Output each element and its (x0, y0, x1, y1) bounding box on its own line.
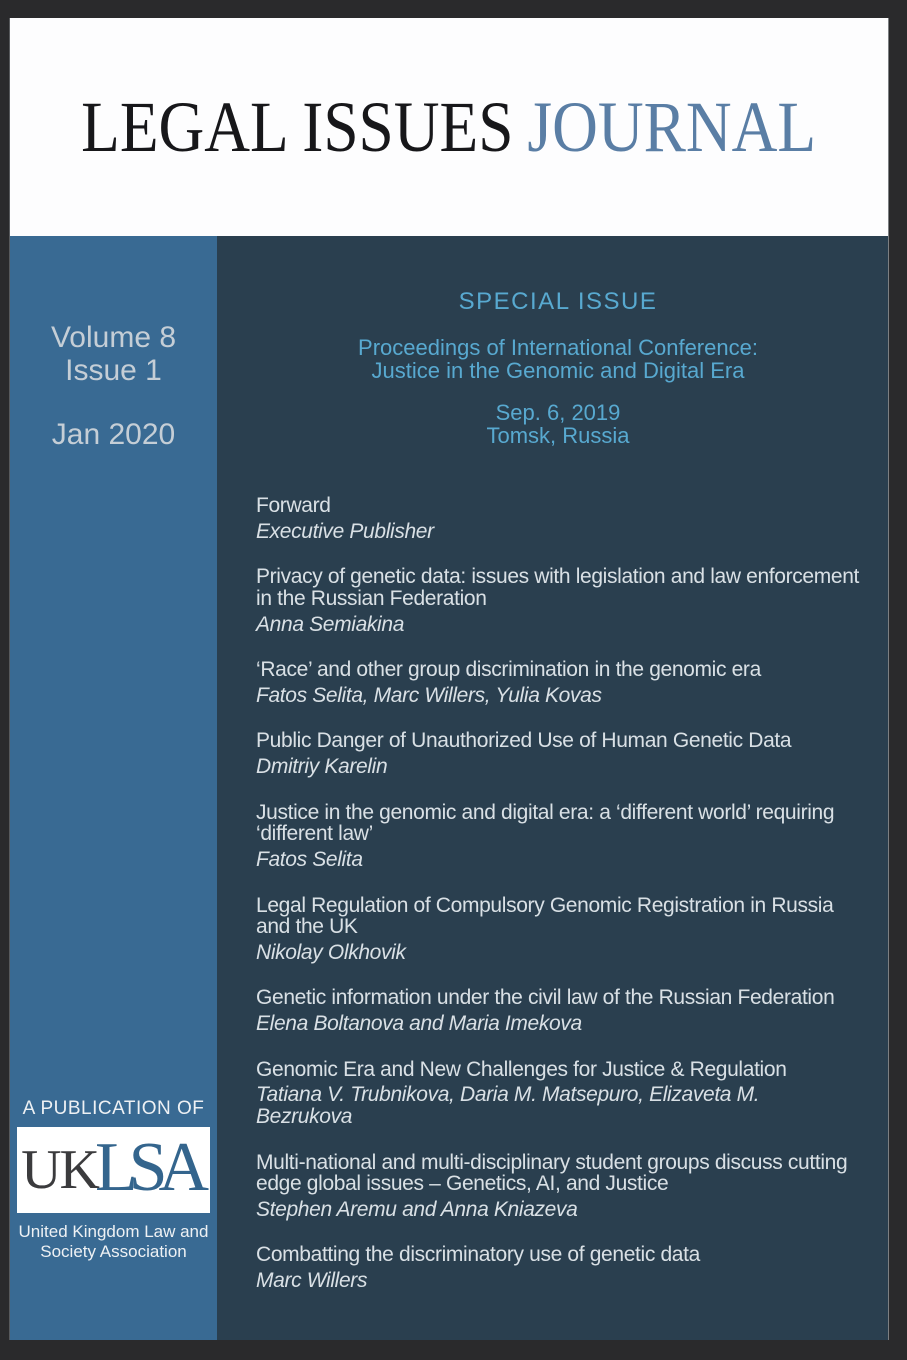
article-authors: Anna Semiakina (256, 612, 405, 636)
association-name (19, 1222, 209, 1262)
sidebar (10, 236, 217, 1340)
association-name-line2: Society Association (40, 1242, 187, 1261)
article-title: Multi-national and multi-disciplinary student groups discuss cutting edge global issues – Genetics, AI, and Justice (256, 1150, 848, 1196)
article-authors: Tatiana V. Trubnikova, Daria M. Matsepuro, Elizaveta M. Bezrukova (256, 1083, 760, 1128)
article-title: Combatting the discriminatory use of genetic data (256, 1243, 700, 1267)
association-name-line1: United Kingdom Law and (18, 1222, 209, 1241)
journal-title-journal: JOURNAL (527, 86, 817, 167)
article-title: Legal Regulation of Compulsory Genomic Registration in Russia and the UK (256, 893, 834, 939)
article-authors: Fatos Selita, Marc Willers, Yulia Kovas (256, 683, 602, 707)
toc-item (256, 659, 860, 706)
issue-date: Jan 2020 (51, 418, 176, 451)
volume-issue-block (51, 321, 176, 387)
table-of-contents (256, 495, 860, 1292)
toc-item (256, 802, 860, 871)
conference-title (256, 336, 860, 382)
toc-item (256, 1244, 860, 1291)
uklsa-logo-uk: UK (21, 1139, 98, 1201)
contents-panel (217, 236, 888, 1340)
article-title: Public Danger of Unauthorized Use of Human Genetic Data (256, 729, 792, 753)
conference-date: Sep. 6, 2019 (495, 400, 621, 425)
article-title: Genomic Era and New Challenges for Justice & Regulation (256, 1057, 787, 1081)
conference-date-block (256, 401, 860, 447)
article-authors: Nikolay Olkhovik (256, 940, 406, 964)
conference-location: Tomsk, Russia (486, 423, 630, 448)
conference-title-line1: Proceedings of International Conference: (358, 335, 758, 360)
volume-label: Volume 8 (50, 321, 177, 354)
issue-label: Issue 1 (65, 354, 162, 387)
publication-of-label: A PUBLICATION OF (22, 1098, 205, 1119)
special-issue-label: SPECIAL ISSUE (458, 288, 658, 315)
article-authors: Dmitriy Karelin (256, 755, 388, 778)
journal-cover (10, 18, 888, 1340)
publisher-block (10, 1098, 217, 1340)
toc-item (256, 730, 860, 777)
cover-body (10, 236, 888, 1340)
journal-title (82, 86, 817, 169)
toc-item (256, 1059, 860, 1128)
article-authors: Marc Willers (256, 1269, 368, 1292)
article-title: Justice in the genomic and digital era: a ‘different world’ requiring ‘different law’ (256, 800, 835, 846)
toc-item (256, 495, 860, 542)
article-title: Forward (256, 494, 331, 517)
special-issue-block (256, 288, 860, 447)
toc-item (256, 987, 860, 1034)
article-authors: Executive Publisher (256, 519, 434, 543)
article-authors: Fatos Selita (256, 847, 363, 871)
masthead-band (10, 18, 888, 236)
article-authors: Elena Boltanova and Maria Imekova (256, 1012, 582, 1035)
toc-item (256, 895, 860, 964)
article-authors: Stephen Aremu and Anna Kniazeva (256, 1197, 578, 1221)
article-title: Genetic information under the civil law of the Russian Federation (256, 986, 835, 1010)
uklsa-logo (17, 1127, 210, 1213)
article-title: ‘Race’ and other group discrimination in the genomic era (256, 658, 761, 682)
conference-title-line2: Justice in the Genomic and Digital Era (371, 358, 745, 383)
uklsa-logo-lsa: LSA (94, 1129, 200, 1206)
toc-item (256, 1152, 860, 1221)
journal-title-legal-issues: LEGAL ISSUES (81, 86, 514, 167)
article-title: Privacy of genetic data: issues with legislation and law enforcement in the Russian Federation (256, 565, 860, 610)
toc-item (256, 566, 860, 635)
